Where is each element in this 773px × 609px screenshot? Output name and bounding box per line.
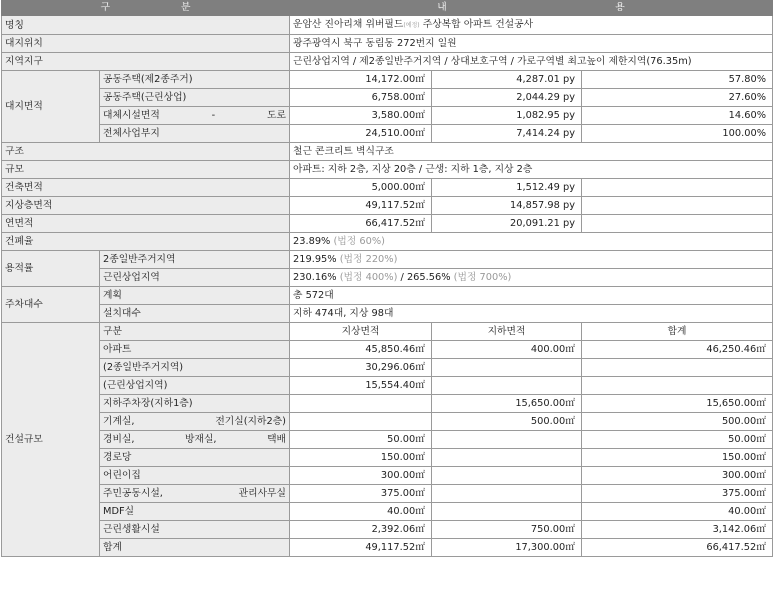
scale-item-label: 지하주차장(지하1층) (100, 395, 290, 413)
site-item-pct: 27.60% (582, 89, 773, 107)
site-item-m2: 3,580.00㎡ (290, 107, 432, 125)
row-building-area (2, 179, 773, 197)
site-item-label: 공동주택(근린상업) (100, 89, 290, 107)
scale-item-above: 40.00㎡ (290, 503, 432, 521)
far-item-label: 근린상업지역 (100, 269, 290, 287)
scale-item-label: 아파트 (100, 341, 290, 359)
table-row (2, 467, 773, 485)
row-site-3 (2, 107, 773, 125)
value-location: 광주광역시 북구 동림동 272번지 일원 (290, 35, 773, 53)
table-row (2, 359, 773, 377)
row-site-4 (2, 125, 773, 143)
total-area-m2: 66,417.52㎡ (290, 215, 432, 233)
scale-item-above: 49,117.52㎡ (290, 539, 432, 557)
scale-item-total: 15,650.00㎡ (582, 395, 773, 413)
label-structure: 구조 (2, 143, 290, 161)
scale-item-above: 2,392.06㎡ (290, 521, 432, 539)
building-area-m2: 5,000.00㎡ (290, 179, 432, 197)
value-coverage: 23.89% (법정 60%) (290, 233, 773, 251)
table-row (2, 521, 773, 539)
row-name (2, 16, 773, 35)
scale-item-below (432, 377, 582, 395)
project-overview-table (1, 0, 773, 557)
scale-col-below: 지하면적 (432, 323, 582, 341)
site-item-pct: 57.80% (582, 71, 773, 89)
scale-item-total (582, 359, 773, 377)
parking-item-value: 총 572대 (290, 287, 773, 305)
value-scale: 아파트: 지하 2층, 지상 20층 / 근생: 지하 1층, 지상 2층 (290, 161, 773, 179)
scale-item-total: 3,142.06㎡ (582, 521, 773, 539)
label-name: 명칭 (2, 16, 290, 35)
label-building-area: 건축면적 (2, 179, 290, 197)
row-structure (2, 143, 773, 161)
scale-item-label: MDF실 (100, 503, 290, 521)
scale-item-label: (2종일반주거지역) (100, 359, 290, 377)
table-row (2, 341, 773, 359)
scale-item-below (432, 485, 582, 503)
scale-item-label: 어린이집 (100, 467, 290, 485)
far-item-label: 2종일반주거지역 (100, 251, 290, 269)
label-zone: 지역지구 (2, 53, 290, 71)
empty-cell (582, 197, 773, 215)
scale-col-total: 합계 (582, 323, 773, 341)
far-item-value: 230.16% (법정 400%) / 265.56% (법정 700%) (290, 269, 773, 287)
scale-col-above: 지상면적 (290, 323, 432, 341)
row-total-area (2, 215, 773, 233)
parking-item-value: 지하 474대, 지상 98대 (290, 305, 773, 323)
building-area-py: 1,512.49 py (432, 179, 582, 197)
row-parking-2 (2, 305, 773, 323)
scale-item-above (290, 395, 432, 413)
total-area-py: 20,091.21 py (432, 215, 582, 233)
label-above-area: 지상층면적 (2, 197, 290, 215)
label-parking: 주차대수 (2, 287, 100, 323)
scale-item-total: 40.00㎡ (582, 503, 773, 521)
label-location: 대지위치 (2, 35, 290, 53)
site-item-pct: 100.00% (582, 125, 773, 143)
scale-item-label: 합계 (100, 539, 290, 557)
scale-item-total: 375.00㎡ (582, 485, 773, 503)
site-item-py: 7,414.24 py (432, 125, 582, 143)
scale-item-above: 50.00㎡ (290, 431, 432, 449)
scale-item-total: 150.00㎡ (582, 449, 773, 467)
site-item-py: 1,082.95 py (432, 107, 582, 125)
scale-item-above: 45,850.46㎡ (290, 341, 432, 359)
site-item-pct: 14.60% (582, 107, 773, 125)
row-parking-1 (2, 287, 773, 305)
row-coverage (2, 233, 773, 251)
value-zone: 근린상업지역 / 제2종일반주거지역 / 상대보호구역 / 가로구역별 최고높이 제한지역(76.35m) (290, 53, 773, 71)
scale-item-below: 400.00㎡ (432, 341, 582, 359)
table-row (2, 449, 773, 467)
table-row (2, 539, 773, 557)
site-item-label: 대체시설면적 - 도로 (100, 107, 290, 125)
scale-item-label: 근린생활시설 (100, 521, 290, 539)
scale-item-label: 기계실, 전기실(지하2층) (100, 413, 290, 431)
table-row (2, 485, 773, 503)
scale-item-below: 15,650.00㎡ (432, 395, 582, 413)
row-far-2 (2, 269, 773, 287)
scale-item-below (432, 449, 582, 467)
label-total-area: 연면적 (2, 215, 290, 233)
parking-item-label: 설치대수 (100, 305, 290, 323)
row-far-1 (2, 251, 773, 269)
row-scale-detail-header (2, 323, 773, 341)
label-site: 대지면적 (2, 71, 100, 143)
table-row (2, 431, 773, 449)
table-row (2, 503, 773, 521)
row-site-1 (2, 71, 773, 89)
site-item-py: 2,044.29 py (432, 89, 582, 107)
scale-item-above: 150.00㎡ (290, 449, 432, 467)
parking-item-label: 계획 (100, 287, 290, 305)
table-row (2, 395, 773, 413)
label-far: 용적률 (2, 251, 100, 287)
scale-item-label: (근린상업지역) (100, 377, 290, 395)
row-site-2 (2, 89, 773, 107)
scale-item-below (432, 431, 582, 449)
scale-item-below (432, 503, 582, 521)
scale-item-label: 경비실, 방재실, 택배 (100, 431, 290, 449)
scale-item-total: 500.00㎡ (582, 413, 773, 431)
far-item-value: 219.95% (법정 220%) (290, 251, 773, 269)
scale-item-below (432, 359, 582, 377)
empty-cell (582, 215, 773, 233)
scale-item-below (432, 467, 582, 485)
scale-item-label: 주민공동시설, 관리사무실 (100, 485, 290, 503)
site-item-py: 4,287.01 py (432, 71, 582, 89)
row-zone (2, 53, 773, 71)
label-scale: 규모 (2, 161, 290, 179)
empty-cell (582, 179, 773, 197)
site-item-m2: 6,758.00㎡ (290, 89, 432, 107)
scale-col-division: 구분 (100, 323, 290, 341)
site-item-m2: 14,172.00㎡ (290, 71, 432, 89)
site-item-m2: 24,510.00㎡ (290, 125, 432, 143)
above-area-m2: 49,117.52㎡ (290, 197, 432, 215)
row-scale (2, 161, 773, 179)
value-name: 운암산 진아리채 위버필드(예정) 주상복합 아파트 건설공사 (290, 16, 773, 35)
row-location (2, 35, 773, 53)
above-area-py: 14,857.98 py (432, 197, 582, 215)
scale-item-total (582, 377, 773, 395)
value-structure: 철근 콘크리트 벽식구조 (290, 143, 773, 161)
scale-item-below: 750.00㎡ (432, 521, 582, 539)
scale-item-total: 50.00㎡ (582, 431, 773, 449)
scale-item-total: 300.00㎡ (582, 467, 773, 485)
header-content: 내 용 (290, 1, 773, 16)
scale-item-below: 500.00㎡ (432, 413, 582, 431)
label-scale-detail: 건설규모 (2, 323, 100, 557)
site-item-label: 전체사업부지 (100, 125, 290, 143)
table-header-row (2, 1, 773, 16)
site-item-label: 공동주택(제2종주거) (100, 71, 290, 89)
scale-item-total: 66,417.52㎡ (582, 539, 773, 557)
scale-item-above: 15,554.40㎡ (290, 377, 432, 395)
label-coverage: 건폐율 (2, 233, 290, 251)
scale-item-above: 375.00㎡ (290, 485, 432, 503)
scale-item-below: 17,300.00㎡ (432, 539, 582, 557)
row-above-area (2, 197, 773, 215)
scale-item-above: 30,296.06㎡ (290, 359, 432, 377)
scale-item-above: 300.00㎡ (290, 467, 432, 485)
table-row (2, 413, 773, 431)
scale-item-above (290, 413, 432, 431)
header-division: 구 분 (2, 1, 290, 16)
scale-item-label: 경로당 (100, 449, 290, 467)
scale-item-total: 46,250.46㎡ (582, 341, 773, 359)
table-row (2, 377, 773, 395)
